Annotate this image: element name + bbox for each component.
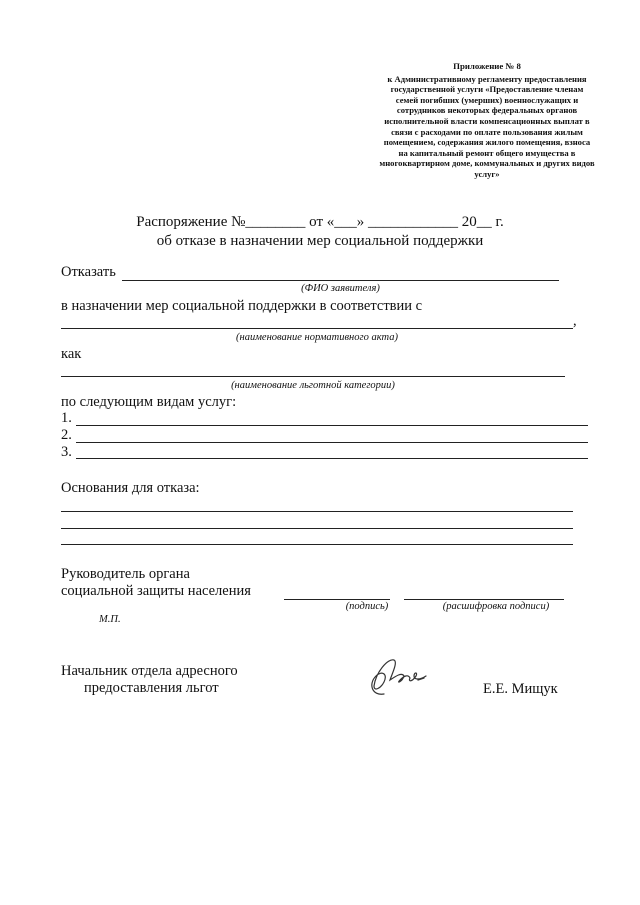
chief-name: Е.Е. Мищук [483,681,558,697]
decode-hint: (расшифровка подписи) [442,601,550,612]
service-number: 3. [61,444,72,460]
appendix-title: Приложение № 8 [453,61,521,71]
normative-act-hint: (наименование нормативного акта) [236,332,398,343]
chief-title-line2: предоставления льгот [84,680,219,696]
appendix-line: государственной услуги «Предоставление членам [390,84,584,95]
refuse-label: Отказать [61,264,116,280]
appendix-line: услуг» [474,168,500,179]
normative-act-line[interactable] [61,328,573,329]
appendix-block [362,61,612,180]
appendix-line: на капитальный ремонт общего имущества в [398,147,576,158]
appendix-line: исполнительной власти компенсационных выплат в [384,115,590,126]
stamp-mark: М.П. [99,614,121,625]
reason-line-1[interactable] [61,511,573,512]
service-number: 1. [61,410,72,426]
order-title: Распоряжение №________ от «___» ____________ 20__ г. [136,214,504,230]
service-line-1[interactable] [76,425,588,426]
chief-title-line1: Начальник отдела адресного [61,663,238,679]
service-number: 2. [61,427,72,443]
appendix-line: связи с расходами по оплате пользования жилым [391,126,583,137]
appendix-line: сотрудников некоторых федеральных органов [396,105,578,116]
handwritten-signature [362,650,434,700]
reasons-label: Основания для отказа: [61,480,200,496]
appendix-line: многоквартирном доме, коммунальных и других видов [379,158,595,169]
category-line[interactable] [61,376,565,377]
act-comma: , [573,313,577,329]
signature-hint: (подпись) [345,601,389,612]
head-decode-line[interactable] [404,599,564,600]
head-title-line1: Руководитель органа [61,566,190,582]
service-line-2[interactable] [76,442,588,443]
appendix-line: семей погибших (умерших) военнослужащих и [395,94,579,105]
services-label: по следующим видам услуг: [61,394,237,410]
reason-line-3[interactable] [61,544,573,545]
applicant-hint: (ФИО заявителя) [301,283,380,294]
head-signature-line[interactable] [284,599,390,600]
basis-text: в назначении мер социальной поддержки в соответствии с [61,298,423,314]
service-line-3[interactable] [76,458,588,459]
category-hint: (наименование льготной категории) [231,380,395,391]
appendix-line: к Административному регламенту предоставления [387,73,587,84]
order-subtitle: об отказе в назначении мер социальной поддержки [156,233,484,249]
as-label: как [61,346,82,362]
appendix-line: помещением, содержания жилого помещения, взноса [383,137,591,148]
reason-line-2[interactable] [61,528,573,529]
applicant-name-line[interactable] [122,280,559,281]
head-title-line2: социальной защиты населения [61,583,251,599]
